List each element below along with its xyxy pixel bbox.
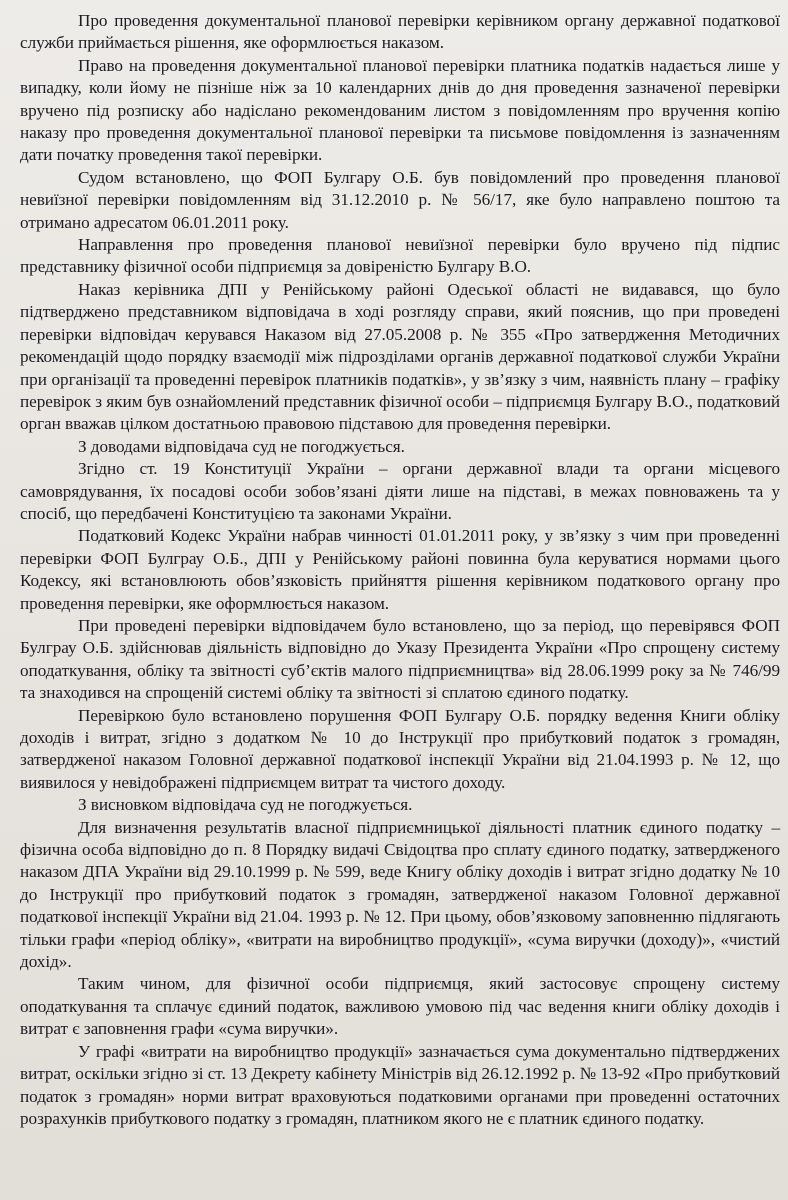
paragraph: Податковий Кодекс України набрав чинності 01.01.2011 року, у зв’язку з чим при проведенні перевірки ФОП Булграу О.Б., ДПІ у Ренійському районі повинна була керуватися нормами цього Кодексу, які встановлюють обов’язковість прийняття рішення керівником податкового органу про проведення перевірки, яке оформлюється наказом. [20,526,780,613]
paragraph: Наказ керівника ДПІ у Ренійському районі Одеської області не видавався, що було підтверджено представником відповідача в ході розгляду справи, який пояснив, що при проведені перевірки відповідач керувався Наказом від 27.05.2008 р. № 355 «Про затвердження Методичних рекомендацій щодо порядку взаємодії між підрозділами органів державної податкової служби України при організації та проведенні перевірок платників податків», у зв’язку з чим, наявність плану – графіку перевірок з яким був ознайомлений представник фізичної особи – підприємця Булгару В.О., податковий орган вважав цілком достатньою правовою підставою для проведення перевірки. [20,279,780,434]
paragraph: З висновком відповідача суд не погоджується. [78,795,413,815]
paragraph: Перевіркою було встановлено порушення ФОП Булгару О.Б. порядку ведення Книги обліку доходів і витрат, згідно з додатком № 10 до Інструкції про прибутковий податок з громадян, затвердженої наказом Головної державної податкової інспекції України від 21.04.1993 р. № 12, що виявилося у невідображені підприємцем витрат та чистого доходу. [20,705,780,792]
paragraph: У графі «витрати на виробництво продукції» зазначається сума документально підтверджених витрат, оскільки згідно зі ст. 13 Декрету кабінету Міністрів від 26.12.1992 р. № 13-92 «Про прибутковий податок з громадян» норми витрат враховуються податковими органами при проведенні остаточних розрахунків прибуткового податку з громадян, платником якого не є платник єдиного податку. [20,1041,780,1128]
paragraph: Направлення про проведення планової невиїзної перевірки було вручено під підпис представнику фізичної особи підприємця за довіреністю Булгару В.О. [20,235,780,277]
paragraph: Для визначення результатів власної підприємницької діяльності платник єдиного податку – фізична особа відповідно до п. 8 Порядку видачі Свідоцтва про сплату єдиного податку, затвердженого наказом ДПА України від 29.10.1999 р. № 599, веде Книгу обліку доходів і витрат згідно додатку № 10 до Інструкції про прибутковий податок з громадян, затвердженої наказом Головної державної податкової інспекції України від 21.04. 1993 р. № 12. При цьому, обов’язковому заповненню підлягають тільки графи «період обліку», «витрати на виробництво продукції», «сума виручки (доходу)», «чистий дохід». [20,817,780,972]
document-body [20,10,780,1130]
paragraph: Про проведення документальної планової перевірки керівником органу державної податкової служби приймається рішення, яке оформлюється наказом. [20,11,780,53]
paragraph: Таким чином, для фізичної особи підприємця, який застосовує спрощену систему оподаткування та сплачує єдиний податок, важливою умовою під час ведення книги обліку доходів і витрат є заповнення графи «сума виручки». [20,974,780,1039]
paragraph: З доводами відповідача суд не погоджується. [78,436,405,456]
paragraph: При проведені перевірки відповідачем було встановлено, що за період, що перевірявся ФОП Булграу О.Б. здійснював діяльність відповідно до Указу Президента України «Про спрощену систему оподаткування, обліку та звітності суб’єктів малого підприємництва» від 28.06.1999 року за № 746/99 та знаходився на спрощеній системі обліку та звітності зі сплатою єдиного податку. [20,615,780,703]
paragraph: Згідно ст. 19 Конституції України – органи державної влади та органи місцевого самоврядування, їх посадові особи зобов’язані діяти лише на підставі, в межах повноважень та у спосіб, що передбачені Конституцією та законами України. [20,459,780,523]
paragraph: Судом встановлено, що ФОП Булгару О.Б. був повідомлений про проведення планової невиїзної перевірки повідомленням від 31.12.2010 р. № 56/17, яке було направлено поштою та отримано адресатом 06.01.2011 року. [20,167,780,232]
paragraph: Право на проведення документальної планової перевірки платника податків надається лише у випадку, коли йому не пізніше ніж за 10 календарних днів до дня проведення зазначеної перевірки вручено під розписку або надіслано рекомендованим листом з повідомленням про вручення копію наказу про проведення документальної планової перевірки та письмове повідомлення із зазначенням дати початку проведення такої перевірки. [20,55,780,165]
